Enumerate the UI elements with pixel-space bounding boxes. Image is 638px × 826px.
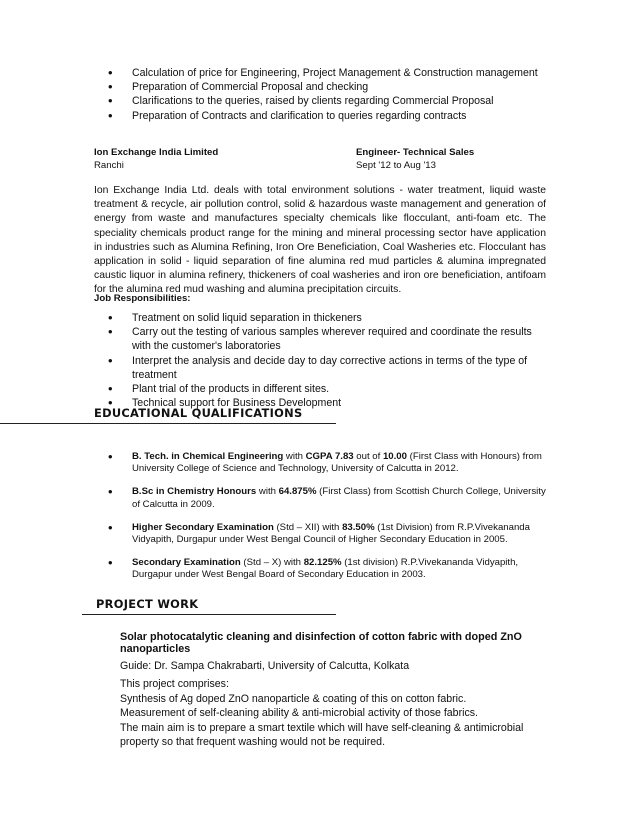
project-name: Solar photocatalytic cleaning and disinfection of cotton fabric with doped ZnO nanoparticles [120, 631, 522, 655]
list-item: • Preparation of Commercial Proposal and checking [106, 80, 576, 94]
list-item: • B. Tech. in Chemical Engineering with CGPA 7.83 out of 10.00 (First Class with Honours) from University College of Science and Technology, University of Calcutta in 2012. [106, 451, 546, 476]
education-list [106, 451, 546, 592]
project-line: Synthesis of Ag doped ZnO nanoparticle & coating of this on cotton fabric. [120, 692, 467, 705]
job-location: Ranchi [94, 159, 124, 171]
list-item: • Clarifications to the queries, raised by clients regarding Commercial Proposal [106, 94, 576, 108]
project-line: The main aim is to prepare a smart textile which will have self-cleaning & antimicrobial property so that frequent washing would not be required. [120, 721, 524, 749]
list-item: • Treatment on solid liquid separation in thickeners [106, 311, 546, 325]
list-item: • Carry out the testing of various samples wherever required and coordinate the results with the customer's laboratories [106, 325, 546, 353]
list-item: • Secondary Examination (Std – X) with 82.125% (1st division) R.P.Vivekananda Vidyapith, Durgapur under West Bengal Board of Secondary Education in 2003. [106, 557, 546, 582]
list-item: • Preparation of Contracts and clarification to queries regarding contracts [106, 109, 576, 123]
project-details [120, 659, 550, 749]
list-item: • Technical support for Business Development [106, 396, 546, 410]
list-item: • Calculation of price for Engineering, Project Management & Construction management [106, 66, 576, 80]
list-item: • Higher Secondary Examination (Std – XII) with 83.50% (1st Division) from R.P.Vivekananda Vidyapith, Durgapur under West Bengal Council of Higher Secondary Education in 2005. [106, 522, 546, 547]
list-item: • B.Sc in Chemistry Honours with 64.875% (First Class) from Scottish Church College, University of Calcutta in 2009. [106, 486, 546, 511]
section-divider [82, 614, 336, 615]
section-divider [0, 423, 336, 424]
company-description: Ion Exchange India Ltd. deals with total environment solutions - water treatment, liquid waste treatment & recycle, air pollution control, solid & hazardous waste management and generation of energy from waste and manufactures specialty chemicals like flocculant, anti-foam etc. The speciality chemicals product range for the mining and mineral processing sector have application in industries such as Alumina Refining, Iron Ore Beneficiation, Coal Washeries etc. Flocculant has application in solid - liquid separation of fine alumina red mud particles & alumina impregnated caustic liquor in alumina refinery, thickeners of coal washeries and iron ore beneficiation, antifoam for the alumina red mud washing and alumina precipitation circuits. [94, 185, 546, 296]
list-item: • Interpret the analysis and decide day to day corrective actions in terms of the type of treatment [106, 354, 546, 382]
project-section-title: PROJECT WORK [96, 597, 199, 611]
project-line: Measurement of self-cleaning ability & anti-microbial activity of those fabrics. [120, 707, 478, 720]
job-period: Sept '12 to Aug '13 [356, 159, 436, 171]
previous-duties-list [106, 66, 576, 123]
project-guide: Guide: Dr. Sampa Chakrabarti, University of Calcutta, Kolkata [120, 660, 410, 672]
list-item: • Plant trial of the products in different sites. [106, 382, 546, 396]
responsibilities-label: Job Responsibilities: [94, 293, 191, 304]
company-name: Ion Exchange India Limited [94, 147, 219, 158]
education-section-title: EDUCATIONAL QUALIFICATIONS [94, 406, 303, 420]
project-comprises: This project comprises: [120, 678, 229, 691]
responsibilities-list [106, 311, 546, 410]
job-role: Engineer- Technical Sales [356, 147, 475, 158]
